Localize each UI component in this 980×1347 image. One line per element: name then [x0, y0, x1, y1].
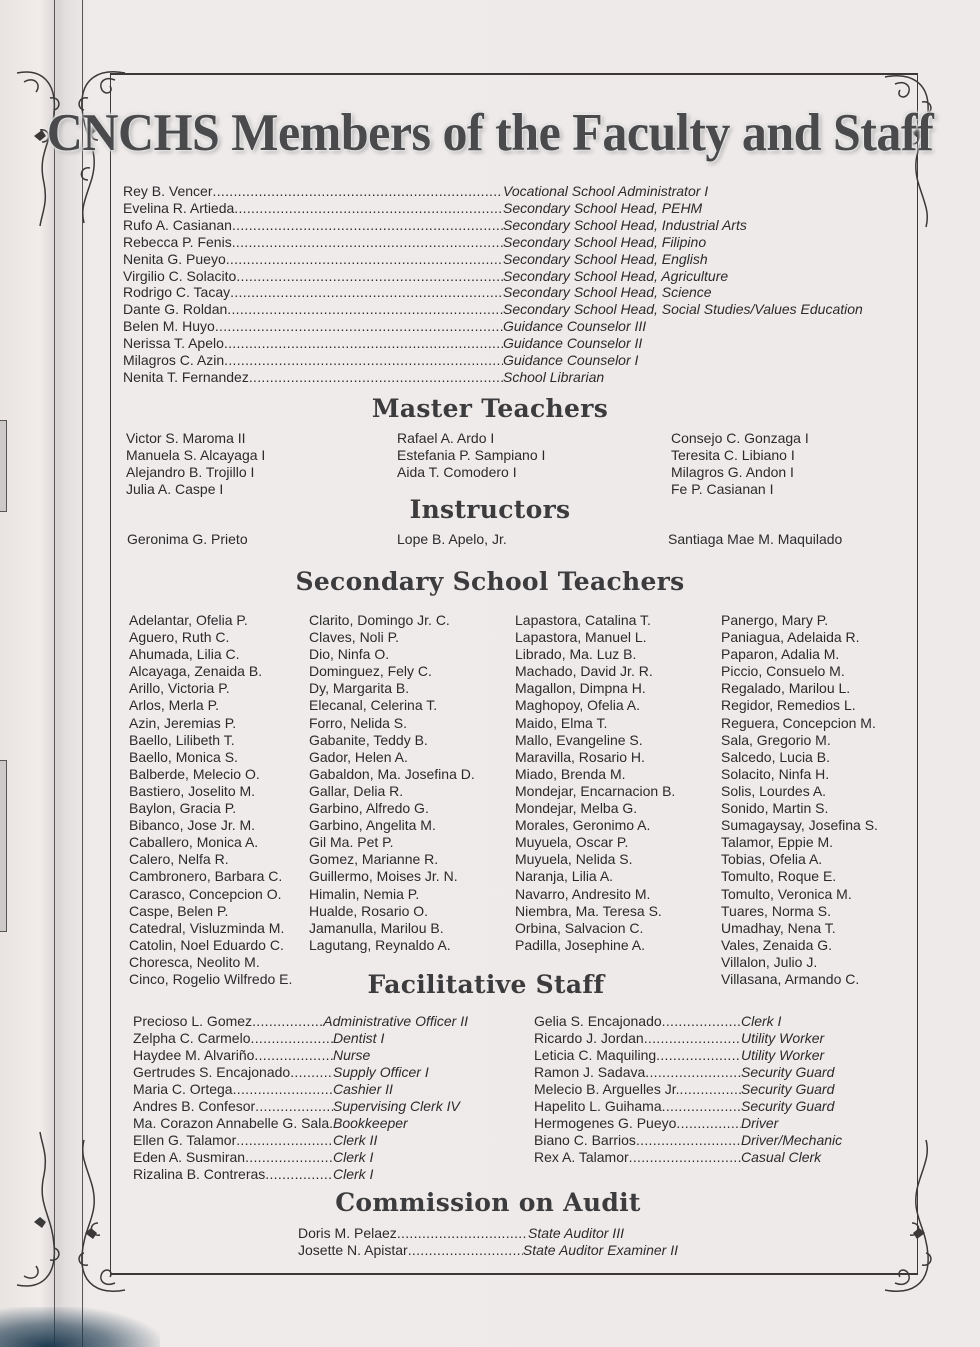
teacher-name: Sumagaysay, Josefina S. — [721, 817, 878, 834]
teacher-name: Maghopoy, Ofelia A. — [515, 697, 641, 714]
staff-position: Secondary School Head, PEHM — [503, 199, 703, 216]
teacher-name: Tuares, Norma S. — [721, 902, 831, 919]
staff-position: Guidance Counselor III — [503, 318, 647, 335]
binding-shadow — [0, 1307, 160, 1347]
teacher-name: Muyuela, Nelida S. — [515, 851, 633, 868]
staff-row — [133, 1115, 468, 1132]
master-teacher-name: Estefania P. Sampiano I — [397, 447, 546, 463]
staff-position: Secondary School Head, Filipino — [503, 233, 707, 250]
teacher-name: Dominguez, Fely C. — [309, 663, 432, 680]
staff-row — [123, 234, 863, 251]
staff-row — [123, 217, 863, 234]
dot-leader — [254, 1047, 333, 1064]
dot-leader — [232, 217, 503, 234]
master-teacher-name: Teresita C. Libiano I — [671, 447, 795, 463]
staff-row — [133, 1064, 468, 1081]
teacher-name: Claves, Noli P. — [309, 629, 400, 646]
staff-position: Supervising Clerk IV — [333, 1098, 460, 1114]
staff-position: Bookkeeper — [333, 1115, 408, 1131]
staff-name: Rizalina B. Contreras — [133, 1166, 266, 1182]
teacher-name: Vales, Zenaida G. — [721, 936, 833, 953]
dot-leader — [265, 1166, 333, 1183]
secondary-teachers-column — [515, 612, 675, 954]
staff-position: Utility Worker — [741, 1047, 825, 1063]
staff-name: Gertrudes S. Encajonado — [133, 1064, 291, 1080]
secondary-teachers-column — [721, 612, 878, 988]
teacher-name: Balberde, Melecio O. — [129, 765, 260, 782]
teacher-name: Guillermo, Moises Jr. N. — [309, 868, 458, 885]
dot-leader — [227, 301, 503, 318]
teacher-name: Orbina, Salvacion C. — [515, 919, 644, 936]
teacher-name: Calero, Nelfa R. — [129, 851, 229, 868]
staff-name: Ramon J. Sadava — [534, 1064, 646, 1080]
teacher-name: Azin, Jeremias P. — [129, 714, 237, 731]
staff-row — [123, 251, 863, 268]
dot-leader — [224, 335, 503, 352]
master-teacher-name: Aida T. Comodero I — [397, 464, 517, 480]
teacher-name: Solis, Lourdes A. — [721, 782, 827, 799]
staff-row — [123, 318, 863, 335]
teacher-name: Himalin, Nemia P. — [309, 885, 420, 902]
teacher-name: Piccio, Consuelo M. — [721, 663, 845, 680]
administration-list — [123, 183, 863, 386]
staff-position: Casual Clerk — [741, 1149, 822, 1165]
teacher-name: Muyuela, Oscar P. — [515, 834, 629, 851]
teacher-name: Magallon, Dimpna H. — [515, 680, 646, 697]
teacher-name: Mondejar, Encarnacion B. — [515, 782, 676, 799]
facilitative-staff-left-list — [133, 1013, 468, 1183]
master-teacher-name: Julia A. Caspe I — [126, 481, 224, 497]
staff-row — [123, 352, 863, 369]
dot-leader — [249, 369, 503, 386]
dot-leader — [232, 234, 503, 251]
dot-leader — [224, 352, 503, 369]
teacher-name: Sala, Gregorio M. — [721, 731, 831, 748]
staff-position: State Auditor Examiner II — [522, 1242, 678, 1258]
staff-position: Dentist I — [333, 1030, 385, 1046]
instructor-name: Geronima G. Prieto — [127, 531, 248, 547]
teacher-name: Dio, Ninfa O. — [309, 646, 390, 663]
staff-row — [298, 1242, 678, 1259]
teacher-name: Carasco, Concepcion O. — [129, 885, 282, 902]
teacher-name: Paniagua, Adelaida R. — [721, 629, 860, 646]
staff-position: Nurse — [333, 1047, 371, 1063]
staff-name: Nenita T. Fernandez — [123, 368, 249, 385]
teacher-name: Cambronero, Barbara C. — [129, 868, 283, 885]
staff-name: Rufo A. Casianan — [123, 216, 232, 233]
teacher-name: Arlos, Merla P. — [129, 697, 219, 714]
teacher-name: Elecanal, Celerina T. — [309, 697, 438, 714]
staff-name: Andres B. Confesor — [133, 1098, 256, 1114]
dot-leader — [629, 1149, 741, 1166]
master-teacher-name: Consejo C. Gonzaga I — [671, 430, 809, 446]
instructors-heading: Instructors — [409, 495, 571, 524]
dot-leader — [255, 1098, 333, 1115]
dot-leader — [680, 1081, 741, 1098]
staff-position: Administrative Officer II — [323, 1013, 468, 1029]
teacher-name: Jamanulla, Marilou B. — [309, 919, 444, 936]
staff-row — [534, 1132, 844, 1149]
teacher-name: Garbino, Angelita M. — [309, 817, 436, 834]
dot-leader — [662, 1013, 741, 1030]
master-teachers-column — [397, 430, 545, 481]
staff-position: Security Guard — [741, 1064, 835, 1080]
dot-leader — [645, 1064, 741, 1081]
staff-name: Maria C. Ortega — [133, 1081, 233, 1097]
teacher-name: Librado, Ma. Luz B. — [515, 646, 637, 663]
staff-row — [298, 1225, 678, 1242]
staff-position: Supply Officer I — [333, 1064, 429, 1080]
teacher-name: Catolin, Noel Eduardo C. — [129, 936, 284, 953]
staff-position: Clerk II — [333, 1132, 378, 1148]
facilitative-staff-heading: Facilitative Staff — [367, 970, 605, 999]
teacher-name: Caspe, Belen P. — [129, 902, 229, 919]
dot-leader — [676, 1115, 741, 1132]
teacher-name: Baylon, Gracia P. — [129, 800, 237, 817]
staff-name: Rex A. Talamor — [534, 1149, 629, 1165]
staff-position: Clerk I — [333, 1166, 374, 1182]
dot-leader — [636, 1132, 741, 1149]
teacher-name: Bibanco, Jose Jr. M. — [129, 817, 256, 834]
staff-position: School Librarian — [503, 368, 605, 385]
dot-leader — [230, 284, 503, 301]
dot-leader — [213, 183, 504, 200]
staff-row — [133, 1132, 468, 1149]
teacher-name: Salcedo, Lucia B. — [721, 748, 830, 765]
dot-leader — [215, 318, 503, 335]
teacher-name: Lapastora, Catalina T. — [515, 612, 651, 628]
teacher-name: Maido, Elma T. — [515, 714, 608, 731]
teacher-name: Adelantar, Ofelia P. — [129, 612, 248, 628]
teacher-name: Baello, Lilibeth T. — [129, 731, 235, 748]
master-teacher-name: Victor S. Maroma II — [126, 430, 246, 446]
staff-row — [123, 268, 863, 285]
staff-name: Evelina R. Artieda — [123, 199, 235, 216]
teacher-name: Navarro, Andresito M. — [515, 885, 651, 902]
staff-position: State Auditor III — [528, 1225, 624, 1241]
teacher-name: Paparon, Adalia M. — [721, 646, 840, 663]
staff-row — [133, 1149, 468, 1166]
teacher-name: Morales, Geronimo A. — [515, 817, 651, 834]
master-teacher-name: Milagros G. Andon I — [671, 464, 794, 480]
staff-position: Driver/Mechanic — [741, 1132, 843, 1148]
master-teachers-column — [671, 430, 809, 498]
staff-name: Biano C. Barrios — [534, 1132, 636, 1148]
staff-position: Guidance Counselor I — [503, 352, 639, 369]
staff-row — [534, 1047, 844, 1064]
dot-leader — [656, 1047, 741, 1064]
dot-leader — [251, 1030, 334, 1047]
staff-row — [133, 1030, 468, 1047]
teacher-name: Reguera, Concepcion M. — [721, 714, 876, 731]
staff-position: Secondary School Head, Industrial Arts — [503, 216, 747, 233]
staff-row — [534, 1081, 844, 1098]
staff-row — [534, 1149, 844, 1166]
staff-row — [123, 200, 863, 217]
teacher-name: Baello, Monica S. — [129, 748, 238, 765]
page-title: CNCHS Members of the Faculty and Staff — [46, 102, 934, 162]
secondary-teachers-column — [309, 612, 475, 954]
teacher-name: Umadhay, Nena T. — [721, 919, 836, 936]
staff-row — [534, 1115, 844, 1132]
teacher-name: Mondejar, Melba G. — [515, 800, 638, 817]
facilitative-staff-right-list — [534, 1013, 844, 1166]
staff-name: Hermogenes G. Pueyo — [534, 1115, 677, 1131]
teacher-name: Tomulto, Roque E. — [721, 868, 837, 885]
staff-row — [123, 301, 863, 318]
staff-name: Zelpha C. Carmelo — [133, 1030, 251, 1046]
staff-position: Security Guard — [741, 1081, 835, 1097]
secondary-teachers-column — [129, 612, 292, 988]
master-teacher-name: Manuela S. Alcayaga I — [126, 447, 266, 463]
dot-leader — [408, 1242, 523, 1259]
commission-on-audit-heading: Commission on Audit — [335, 1188, 641, 1217]
dot-leader — [662, 1098, 741, 1115]
staff-position: Secondary School Head, Agriculture — [503, 267, 729, 284]
staff-name: Nerissa T. Apelo — [123, 335, 224, 352]
dot-leader — [397, 1225, 528, 1242]
staff-name: Dante G. Roldan — [123, 301, 228, 318]
teacher-name: Catedral, Visluzminda M. — [129, 919, 285, 936]
staff-position: Guidance Counselor II — [503, 335, 643, 352]
staff-name: Leticia C. Maquiling — [534, 1047, 657, 1063]
staff-position: Security Guard — [741, 1098, 835, 1114]
teacher-name: Choresca, Neolito M. — [129, 953, 260, 970]
dot-leader — [644, 1030, 741, 1047]
staff-row — [534, 1098, 844, 1115]
teacher-name: Lapastora, Manuel L. — [515, 629, 647, 646]
instructors-list — [127, 531, 867, 551]
staff-name: Milagros C. Azin — [123, 352, 225, 369]
teacher-name: Gador, Helen A. — [309, 748, 408, 765]
teacher-name: Bastiero, Joselito M. — [129, 782, 256, 799]
teacher-name: Caballero, Monica A. — [129, 834, 259, 851]
staff-row — [534, 1030, 844, 1047]
staff-row — [123, 369, 863, 386]
staff-row — [133, 1047, 468, 1064]
commission-on-audit-list — [298, 1225, 678, 1259]
dot-leader — [236, 268, 503, 285]
staff-name: Josette N. Apistar — [298, 1242, 408, 1258]
teacher-name: Alcayaga, Zenaida B. — [129, 663, 263, 680]
teacher-name: Cinco, Rogelio Wilfredo E. — [129, 970, 293, 987]
staff-name: Melecio B. Arguelles Jr. — [534, 1081, 680, 1097]
staff-name: Belen M. Huyo — [123, 318, 215, 335]
staff-name: Haydee M. Alvariño — [133, 1047, 255, 1063]
staff-name: Rey B. Vencer — [123, 183, 213, 199]
teacher-name: Forro, Nelida S. — [309, 714, 408, 731]
dot-leader — [236, 1132, 333, 1149]
staff-name: Hapelito L. Guihama — [534, 1098, 662, 1114]
teacher-name: Solacito, Ninfa H. — [721, 765, 830, 782]
staff-row — [133, 1081, 468, 1098]
teacher-name: Gabanite, Teddy B. — [309, 731, 428, 748]
teacher-name: Tobias, Ofelia A. — [721, 851, 823, 868]
teacher-name: Dy, Margarita B. — [309, 680, 410, 697]
staff-row — [534, 1064, 844, 1081]
dot-leader — [226, 251, 503, 268]
staff-position: Vocational School Administrator I — [503, 183, 709, 199]
teacher-name: Tomulto, Veronica M. — [721, 885, 852, 902]
staff-position: Cashier II — [333, 1081, 393, 1097]
staff-name: Ricardo J. Jordan — [534, 1030, 644, 1046]
staff-row — [133, 1098, 468, 1115]
staff-name: Rebecca P. Fenis — [123, 233, 232, 250]
staff-position: Secondary School Head, Science — [503, 284, 712, 301]
teacher-name: Lagutang, Reynaldo A. — [309, 936, 451, 953]
dot-leader — [233, 1081, 333, 1098]
teacher-name: Gomez, Marianne R. — [309, 851, 439, 868]
teacher-name: Aguero, Ruth C. — [129, 629, 230, 646]
teacher-name: Villasana, Armando C. — [721, 970, 860, 987]
instructor-name: Santiaga Mae M. Maquilado — [668, 531, 843, 547]
dot-leader — [290, 1064, 333, 1081]
dot-leader — [252, 1013, 323, 1030]
teacher-name: Villalon, Julio J. — [721, 953, 818, 970]
teacher-name: Arillo, Victoria P. — [129, 680, 230, 697]
staff-position: Secondary School Head, English — [503, 250, 708, 267]
staff-name: Precioso L. Gomez — [133, 1013, 253, 1029]
teacher-name: Gallar, Delia R. — [309, 782, 404, 799]
staff-name: Eden A. Susmiran — [133, 1149, 246, 1165]
staff-name: Rodrigo C. Tacay — [123, 284, 231, 301]
teacher-name: Panergo, Mary P. — [721, 612, 829, 628]
master-teachers-heading: Master Teachers — [371, 394, 609, 423]
staff-name: Ellen G. Talamor — [133, 1132, 237, 1148]
teacher-name: Garbino, Alfredo G. — [309, 800, 429, 817]
staff-position: Driver — [741, 1115, 779, 1131]
dot-leader — [245, 1149, 333, 1166]
staff-name: Doris M. Pelaez — [298, 1225, 397, 1241]
master-teacher-name: Alejandro B. Trojillo I — [126, 464, 255, 480]
adjacent-page-edge — [0, 760, 7, 932]
teacher-name: Regidor, Remedios L. — [721, 697, 856, 714]
master-teacher-name: Fe P. Casianan I — [671, 481, 774, 497]
staff-row — [123, 183, 863, 200]
master-teachers-column — [126, 430, 265, 498]
staff-row — [123, 335, 863, 352]
staff-row — [123, 284, 863, 301]
master-teachers-list — [126, 430, 866, 500]
teacher-name: Clarito, Domingo Jr. C. — [309, 612, 450, 628]
staff-position: Secondary School Head, Social Studies/Values Education — [503, 301, 863, 318]
staff-position: Utility Worker — [741, 1030, 825, 1046]
secondary-teachers-heading: Secondary School Teachers — [295, 567, 685, 596]
teacher-name: Hualde, Rosario O. — [309, 902, 429, 919]
staff-name: Nenita G. Pueyo — [123, 250, 226, 267]
teacher-name: Naranja, Lilia A. — [515, 868, 614, 885]
master-teacher-name: Rafael A. Ardo I — [397, 430, 495, 446]
staff-name: Virgilio C. Solacito — [123, 267, 237, 284]
teacher-name: Ahumada, Lilia C. — [129, 646, 240, 663]
teacher-name: Sonido, Martin S. — [721, 800, 829, 817]
staff-position: Clerk I — [333, 1149, 374, 1165]
dot-leader — [234, 200, 503, 217]
instructor-name: Lope B. Apelo, Jr. — [397, 531, 507, 547]
staff-name: Ma. Corazon Annabelle G. Sala — [133, 1115, 330, 1131]
teacher-name: Niembra, Ma. Teresa S. — [515, 902, 662, 919]
staff-name: Gelia S. Encajonado — [534, 1013, 662, 1029]
teacher-name: Padilla, Josephine A. — [515, 936, 645, 953]
teacher-name: Regalado, Marilou L. — [721, 680, 851, 697]
teacher-name: Miado, Brenda M. — [515, 765, 626, 782]
teacher-name: Talamor, Eppie M. — [721, 834, 834, 851]
teacher-name: Mallo, Evangeline S. — [515, 731, 643, 748]
teacher-name: Maravilla, Rosario H. — [515, 748, 645, 765]
staff-row — [133, 1166, 468, 1183]
teacher-name: Gil Ma. Pet P. — [309, 834, 394, 851]
staff-row — [534, 1013, 844, 1030]
staff-row — [133, 1013, 468, 1030]
teacher-name: Machado, David Jr. R. — [515, 663, 653, 680]
staff-position: Clerk I — [741, 1013, 782, 1029]
teacher-name: Gabaldon, Ma. Josefina D. — [309, 765, 475, 782]
